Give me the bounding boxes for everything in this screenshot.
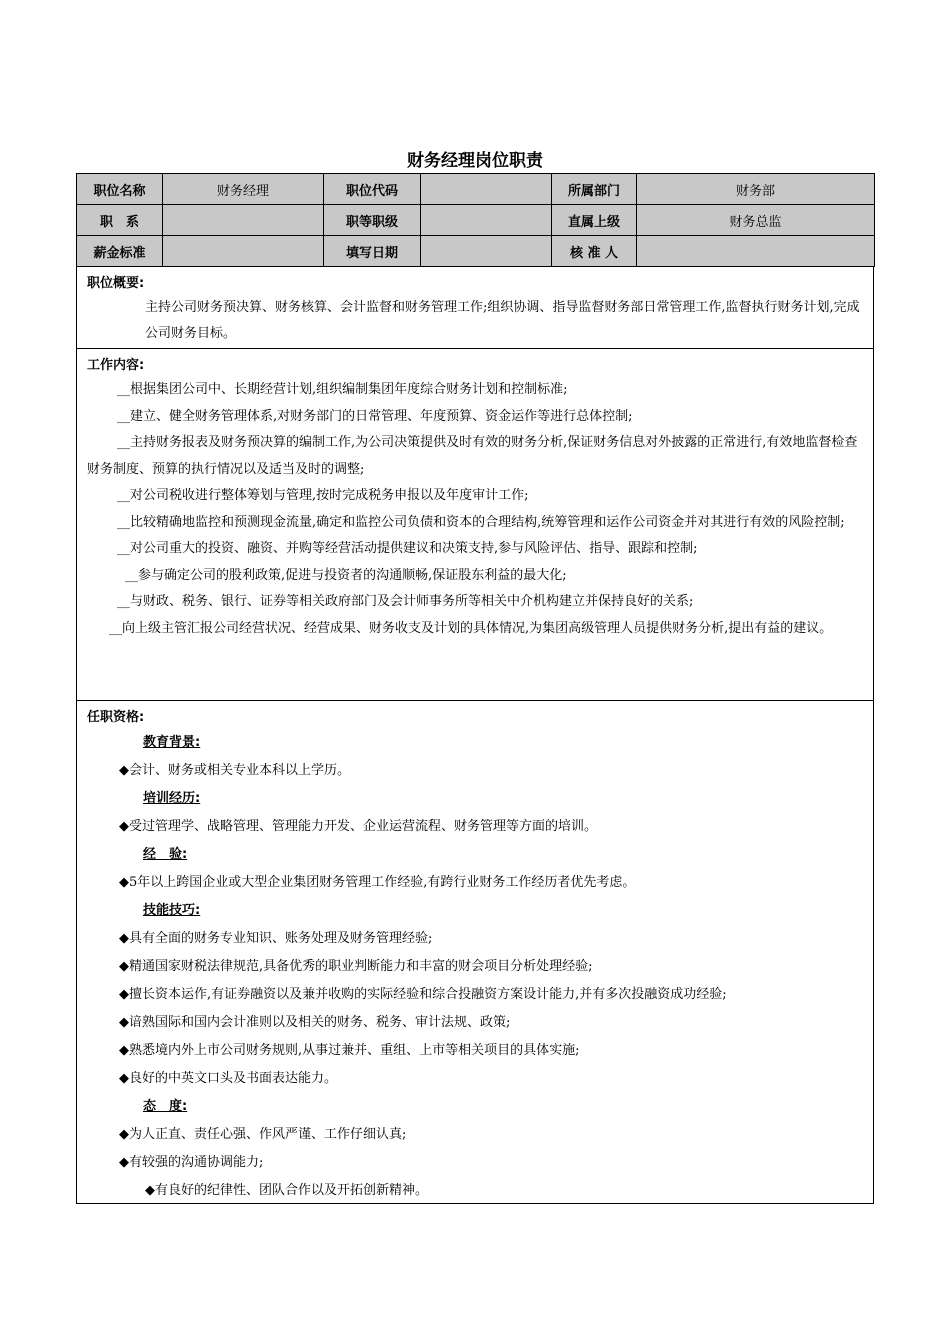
label-grade: 职等职级 — [324, 205, 421, 236]
education-item: ◆会计、财务或相关专业本科以上学历。 — [119, 763, 350, 778]
value-approver — [637, 236, 875, 267]
value-position-name: 财务经理 — [163, 174, 324, 205]
duty-item: __对公司税收进行整体筹划与管理,按时完成税务申报以及年度审计工作; — [117, 488, 529, 503]
attitude-heading: 态 度: — [143, 1099, 188, 1114]
label-fill-date: 填写日期 — [324, 236, 421, 267]
summary-text: 主持公司财务预决算、财务核算、会计监督和财务管理工作;组织协调、指导监督财务部日常管理工作,监督执行财务计划,完成公司财务目标。 — [145, 300, 860, 341]
duty-item: __向上级主管汇报公司经营状况、经营成果、财务收支及计划的具体情况,为集团高级管理人员提供财务分析,提出有益的建议。 — [109, 620, 833, 636]
header-row — [77, 205, 875, 236]
header-table — [76, 173, 875, 267]
duty-item: __与财政、税务、银行、证券等相关政府部门及会计师事务所等相关中介机构建立并保持良好的关系; — [117, 594, 694, 609]
value-salary — [163, 236, 324, 267]
duty-item: __比较精确地监控和预测现金流量,确定和监控公司负债和资本的合理结构,统筹管理和运作公司资金并对其进行有效的风险控制; — [117, 514, 845, 530]
attitude-item: ◆为人正直、责任心强、作风严谨、工作仔细认真; — [119, 1127, 407, 1142]
skill-item: ◆擅长资本运作,有证券融资以及兼并收购的实际经验和综合投融资方案设计能力,并有多次投融资成功经验; — [119, 987, 727, 1002]
skill-item: ◆精通国家财税法律规范,具备优秀的职业判断能力和丰富的财会项目分析处理经验; — [119, 959, 593, 974]
page-title: 财务经理岗位职责 — [407, 151, 543, 171]
education-heading: 教育背景: — [143, 735, 201, 750]
label-position-name: 职位名称 — [77, 174, 163, 205]
value-job-family — [163, 205, 324, 236]
duty-item: __建立、健全财务管理体系,对财务部门的日常管理、年度预算、资金运作等进行总体控制; — [117, 408, 633, 424]
job-description-form — [76, 173, 874, 1204]
skill-item: ◆具有全面的财务专业知识、账务处理及财务管理经验; — [119, 931, 433, 946]
skills-heading: 技能技巧: — [143, 903, 201, 918]
summary-section — [76, 267, 874, 349]
label-department: 所属部门 — [552, 174, 637, 205]
qualifications-title: 任职资格: — [87, 710, 145, 725]
value-supervisor: 财务总监 — [637, 205, 875, 236]
value-department: 财务部 — [637, 174, 875, 205]
summary-title: 职位概要: — [87, 276, 145, 291]
label-approver: 核 准 人 — [552, 236, 637, 267]
duty-item: __参与确定公司的股利政策,促进与投资者的沟通顺畅,保证股东利益的最大化; — [125, 567, 567, 583]
attitude-item: ◆有较强的沟通协调能力; — [119, 1155, 264, 1170]
skill-item: ◆谙熟国际和国内会计准则以及相关的财务、税务、审计法规、政策; — [119, 1015, 511, 1030]
skill-item: ◆熟悉境内外上市公司财务规则,从事过兼并、重组、上市等相关项目的具体实施; — [119, 1043, 580, 1058]
duty-item: __主持财务报表及财务预决算的编制工作,为公司决策提供及时有效的财务分析,保证财务信息对外披露的正常进行,有效地监督检查财务制度、预算的执行情况以及适当及时的调整; — [87, 435, 858, 477]
header-row — [77, 236, 875, 267]
duty-item: __对公司重大的投资、融资、并购等经营活动提供建议和决策支持,参与风险评估、指导、跟踪和控制; — [117, 541, 698, 556]
duties-section — [76, 349, 874, 701]
value-position-code — [421, 174, 552, 205]
value-fill-date — [421, 236, 552, 267]
value-grade — [421, 205, 552, 236]
label-salary: 薪金标准 — [77, 236, 163, 267]
experience-item: ◆5年以上跨国企业或大型企业集团财务管理工作经验,有跨行业财务工作经历者优先考虑。 — [119, 875, 636, 890]
label-job-family: 职 系 — [77, 205, 163, 236]
skill-item: ◆良好的中英文口头及书面表达能力。 — [119, 1071, 337, 1086]
duty-item: __根据集团公司中、长期经营计划,组织编制集团年度综合财务计划和控制标准; — [117, 382, 568, 397]
header-row — [77, 174, 875, 205]
training-item: ◆受过管理学、战略管理、管理能力开发、企业运营流程、财务管理等方面的培训。 — [119, 819, 597, 834]
attitude-item: ◆有良好的纪律性、团队合作以及开拓创新精神。 — [145, 1183, 428, 1198]
qualifications-section — [76, 701, 874, 1204]
training-heading: 培训经历: — [143, 791, 201, 806]
duties-title: 工作内容: — [87, 358, 145, 373]
experience-heading: 经 验: — [143, 847, 188, 862]
label-supervisor: 直属上级 — [552, 205, 637, 236]
label-position-code: 职位代码 — [324, 174, 421, 205]
